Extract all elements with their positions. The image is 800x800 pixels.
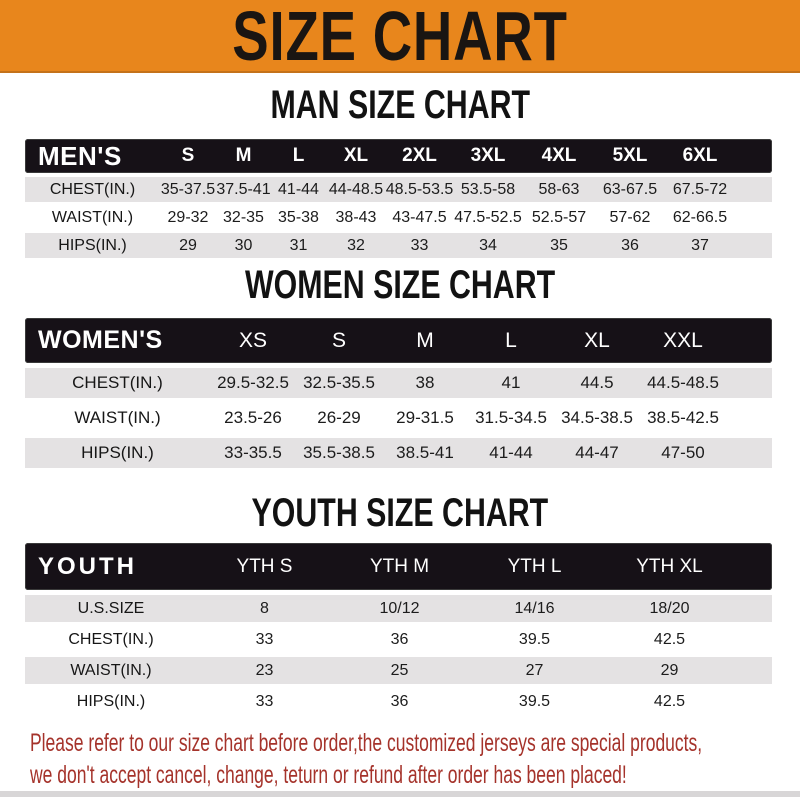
size-value: 33 (410, 236, 429, 254)
size-value: 33 (255, 630, 274, 648)
row-label: HIPS(IN.) (58, 236, 127, 254)
women-column-header: L (505, 328, 517, 352)
youth-column-header: YTH M (369, 555, 430, 577)
size-value: 38 (415, 373, 435, 392)
youth-column-header: YTH L (507, 555, 562, 577)
table-row (25, 205, 772, 230)
size-value: 44-47 (575, 443, 619, 462)
size-value: 63-67.5 (602, 180, 658, 198)
youth-section-heading (0, 490, 800, 535)
table-row (25, 688, 772, 715)
row-label: CHEST(IN.) (49, 180, 136, 198)
size-value: 62-66.5 (672, 208, 728, 226)
youth-column-header: YTH S (236, 555, 293, 577)
table-row (25, 595, 772, 622)
size-value: 44-48.5 (328, 180, 384, 198)
row-label: WAIST(IN.) (70, 661, 152, 679)
size-value: 25 (390, 661, 409, 679)
size-value: 39.5 (518, 692, 551, 710)
banner-title: SIZE CHART (232, 0, 568, 75)
men-section-heading (0, 82, 800, 127)
men-section-heading-text: MAN SIZE CHART (270, 82, 530, 127)
women-column-header: M (416, 328, 434, 352)
size-value: 53.5-58 (460, 180, 516, 198)
size-value: 67.5-72 (672, 180, 728, 198)
men-column-header: 5XL (612, 145, 648, 166)
size-value: 35 (550, 236, 568, 254)
size-value: 23.5-26 (224, 408, 282, 427)
size-value: 44.5-48.5 (647, 373, 719, 392)
size-value: 29-32 (167, 208, 209, 226)
men-column-header: S (181, 145, 195, 166)
size-value: 31.5-34.5 (475, 408, 547, 427)
size-value: 39.5 (518, 630, 551, 648)
size-value: 41-44 (489, 443, 533, 462)
youth-column-header: YTH XL (636, 555, 703, 577)
men-column-header: 2XL (402, 145, 437, 166)
youth-size-table (25, 543, 772, 715)
size-value: 43-47.5 (392, 208, 447, 226)
size-value: 48.5-53.5 (385, 180, 454, 198)
size-value: 47-50 (661, 443, 705, 462)
size-value: 10/12 (379, 599, 420, 617)
size-value: 29 (660, 661, 679, 679)
footer-disclaimer-line2: we don't accept cancel, change, teturn or refund after order has been placed! (30, 761, 627, 789)
bottom-divider (0, 791, 800, 797)
size-value: 52.5-57 (531, 208, 587, 226)
men-column-header: 3XL (470, 145, 506, 166)
size-value: 41 (501, 373, 521, 392)
size-value: 32-35 (223, 208, 264, 226)
size-chart-banner (0, 0, 800, 73)
men-column-header: XL (343, 145, 369, 166)
size-value: 37 (691, 236, 709, 254)
youth-header-label: YOUTH (38, 552, 137, 580)
size-value: 31 (289, 236, 308, 254)
size-value: 14/16 (514, 599, 555, 617)
size-value: 36 (621, 236, 639, 254)
youth-section-heading-text: YOUTH SIZE CHART (251, 490, 549, 535)
size-value: 36 (390, 692, 409, 710)
size-value: 42.5 (653, 692, 686, 710)
size-value: 44.5 (580, 373, 614, 392)
row-label: HIPS(IN.) (76, 692, 146, 710)
size-value: 27 (525, 661, 544, 679)
size-value: 35-37.5 (160, 180, 216, 198)
size-value: 29 (179, 236, 197, 254)
table-row (25, 438, 772, 468)
size-value: 8 (260, 599, 269, 617)
table-row (25, 368, 772, 398)
size-value: 38.5-42.5 (647, 408, 719, 427)
size-value: 47.5-52.5 (454, 208, 522, 226)
table-row (25, 403, 772, 433)
table-row (25, 626, 772, 653)
row-label: U.S.SIZE (77, 599, 145, 617)
size-value: 35.5-38.5 (303, 443, 375, 462)
women-section-heading (0, 262, 800, 307)
youth-table-header (25, 543, 772, 590)
men-column-header: 4XL (541, 145, 577, 166)
size-value: 35-38 (278, 208, 319, 226)
size-value: 36 (390, 630, 409, 648)
footer-disclaimer-line1: Please refer to our size chart before order,the customized jerseys are special products, (30, 729, 703, 757)
size-value: 57-62 (609, 208, 651, 226)
size-value: 26-29 (317, 408, 361, 427)
table-row (25, 177, 772, 202)
women-column-header: S (331, 328, 346, 352)
men-column-header: M (235, 145, 252, 166)
size-value: 38.5-41 (396, 443, 454, 462)
women-column-header: XL (584, 328, 610, 352)
row-label: WAIST(IN.) (74, 408, 161, 427)
size-value: 30 (234, 236, 253, 254)
size-value: 41-44 (278, 180, 319, 198)
size-value: 18/20 (649, 599, 690, 617)
size-value: 37.5-41 (216, 180, 271, 198)
women-column-header: XS (238, 328, 267, 352)
table-row (25, 233, 772, 258)
men-table-header (25, 139, 772, 173)
size-value: 58-63 (538, 180, 580, 198)
men-column-header: 6XL (682, 145, 718, 166)
size-value: 34 (479, 236, 497, 254)
size-value: 34.5-38.5 (561, 408, 633, 427)
men-header-label: MEN'S (38, 140, 122, 171)
women-header-label: WOMEN'S (38, 326, 163, 354)
size-value: 38-43 (335, 208, 377, 226)
size-value: 29-31.5 (396, 408, 454, 427)
men-column-header: L (292, 145, 305, 166)
men-size-table (25, 139, 772, 258)
table-row (25, 657, 772, 684)
row-label: CHEST(IN.) (68, 630, 154, 648)
size-value: 42.5 (653, 630, 686, 648)
size-value: 32.5-35.5 (303, 373, 375, 392)
footer-disclaimer (30, 727, 800, 791)
row-label: HIPS(IN.) (81, 443, 154, 462)
women-table-header (25, 318, 772, 363)
women-column-header: XXL (663, 328, 703, 352)
size-value: 23 (255, 661, 274, 679)
row-label: CHEST(IN.) (72, 373, 163, 392)
size-value: 33 (255, 692, 274, 710)
women-section-heading-text: WOMEN SIZE CHART (244, 262, 556, 307)
size-value: 29.5-32.5 (217, 373, 289, 392)
women-size-table (25, 318, 772, 468)
size-value: 33-35.5 (224, 443, 282, 462)
row-label: WAIST(IN.) (51, 208, 134, 226)
size-value: 32 (347, 236, 365, 254)
